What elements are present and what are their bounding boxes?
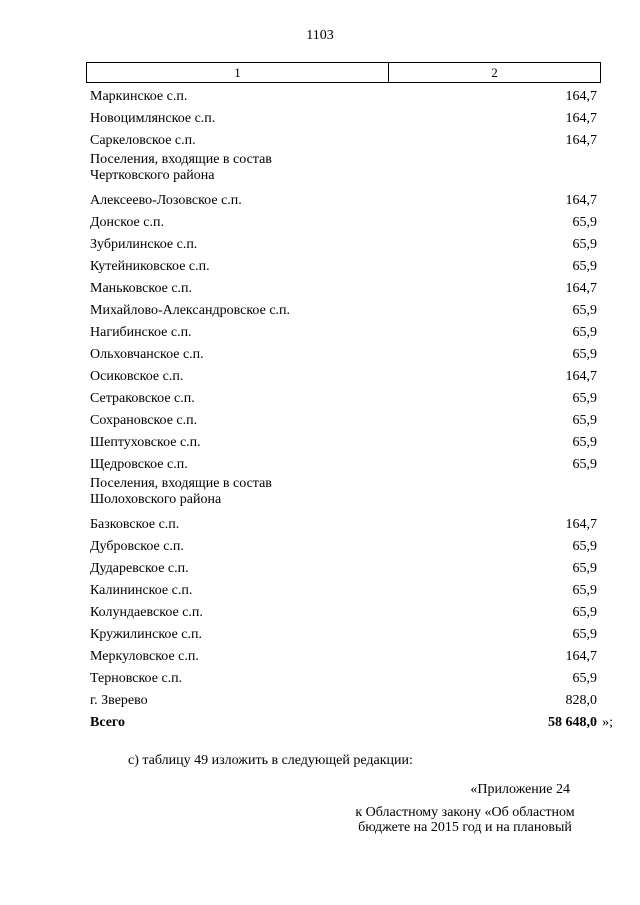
page-number: 1103 [306, 28, 334, 43]
row-value: 164,7 [565, 89, 597, 104]
row-value: 65,9 [572, 259, 597, 274]
row-name: Сетраковское с.п. [90, 391, 195, 406]
row-value: 65,9 [572, 237, 597, 252]
row-name: г. Зверево [90, 693, 148, 708]
table-row [90, 344, 597, 366]
row-value: 65,9 [572, 671, 597, 686]
appendix-line-2: к Областному закону «Об областном [355, 805, 575, 820]
table-row [90, 668, 597, 690]
row-value: 65,9 [572, 561, 597, 576]
table-body [90, 86, 613, 734]
table-row [90, 212, 597, 234]
table-group-row [90, 152, 597, 190]
row-value: 65,9 [572, 435, 597, 450]
row-value: 65,9 [572, 457, 597, 472]
table-row [90, 690, 597, 712]
header-col-2: 2 [491, 64, 498, 80]
row-name: Шептуховское с.п. [90, 435, 201, 450]
row-name: Меркуловское с.п. [90, 649, 199, 664]
row-value: 65,9 [572, 215, 597, 230]
table-row [90, 536, 597, 558]
row-name: Маркинское с.п. [90, 89, 188, 104]
row-value: 65,9 [572, 303, 597, 318]
appendix-line-3: бюджете на 2015 год и на плановый [358, 820, 572, 835]
row-name: Михайлово-Александровское с.п. [90, 303, 291, 318]
row-value: 164,7 [565, 281, 597, 296]
row-name: Донское с.п. [90, 215, 164, 230]
row-name: Сохрановское с.п. [90, 413, 198, 428]
table-row [90, 256, 597, 278]
appendix-heading [340, 781, 590, 798]
table-row [90, 190, 597, 212]
row-name: Кутейниковское с.п. [90, 259, 210, 274]
table-row [90, 234, 597, 256]
table-row [90, 454, 597, 476]
row-value: 65,9 [572, 605, 597, 620]
total-value: 58 648,0 [548, 715, 597, 730]
row-value: 65,9 [572, 325, 597, 340]
row-value: 65,9 [572, 627, 597, 642]
row-name: Осиковское с.п. [90, 369, 184, 384]
row-name: Кружилинское с.п. [90, 627, 202, 642]
table-row [90, 624, 597, 646]
row-value: 164,7 [565, 133, 597, 148]
row-name: Поселения, входящие в состав Шолоховского района [90, 476, 272, 507]
row-name: Алексеево-Лозовское с.п. [90, 193, 242, 208]
row-value: 164,7 [565, 369, 597, 384]
table-row [90, 646, 597, 668]
table-row [90, 580, 597, 602]
row-value: 164,7 [565, 517, 597, 532]
row-name: Маньковское с.п. [90, 281, 193, 296]
total-label: Всего [90, 715, 125, 730]
row-value: 828,0 [565, 693, 597, 708]
table-row [90, 108, 597, 130]
row-name: Поселения, входящие в состав Чертковского района [90, 152, 272, 183]
row-name: Зубрилинское с.п. [90, 237, 198, 252]
table-row [90, 130, 597, 152]
row-name: Нагибинское с.п. [90, 325, 192, 340]
row-name: Дударевское с.п. [90, 561, 189, 576]
row-name: Калининское с.п. [90, 583, 193, 598]
instruction-paragraph: с) таблицу 49 изложить в следующей редакции: [128, 753, 413, 768]
appendix-line-1: «Приложение 24 [470, 782, 570, 797]
table-row [90, 388, 597, 410]
row-value: 65,9 [572, 347, 597, 362]
row-name: Ольховчанское с.п. [90, 347, 204, 362]
row-value: 65,9 [572, 413, 597, 428]
header-col-1: 1 [87, 63, 389, 82]
table-row [90, 432, 597, 454]
table-row [90, 86, 597, 108]
row-name: Щедровское с.п. [90, 457, 188, 472]
table-row [90, 278, 597, 300]
table-row [90, 300, 597, 322]
table-row [90, 558, 597, 580]
row-name: Новоцимлянское с.п. [90, 111, 216, 126]
row-name: Терновское с.п. [90, 671, 183, 686]
row-name: Дубровское с.п. [90, 539, 184, 554]
table-row [90, 410, 597, 432]
row-name: Колундаевское с.п. [90, 605, 203, 620]
total-trailing: »; [602, 715, 613, 730]
row-value: 65,9 [572, 391, 597, 406]
table-row [90, 602, 597, 624]
row-name: Базковское с.п. [90, 517, 180, 532]
table-row [90, 322, 597, 344]
row-value: 164,7 [565, 193, 597, 208]
table-row [90, 514, 597, 536]
row-value: 65,9 [572, 583, 597, 598]
row-value: 164,7 [565, 111, 597, 126]
row-name: Саркеловское с.п. [90, 133, 196, 148]
row-value: 164,7 [565, 649, 597, 664]
table-row [90, 366, 597, 388]
table-header [86, 62, 601, 83]
table-group-row [90, 476, 597, 514]
row-value: 65,9 [572, 539, 597, 554]
appendix-heading-3 [340, 819, 590, 836]
total-row [90, 712, 613, 734]
